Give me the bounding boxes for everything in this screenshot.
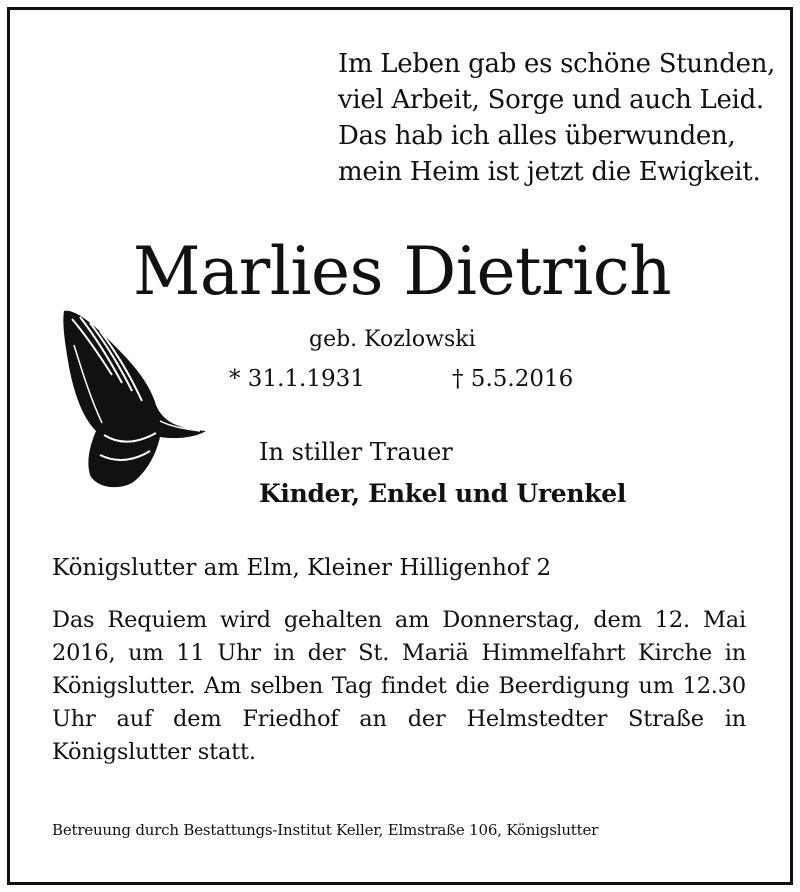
praying-hands-icon [60,305,210,490]
poem-line: Das hab ich alles überwunden, [338,121,736,151]
birth-date: * 31.1.1931 [229,366,365,392]
requiem-text: Das Requiem wird gehalten am Donnerstag, dem 12. Mai 2016, um 11 Uhr in der St. Mariä Himmelfahrt Kirche in Königslutter. Am selben Tag findet die Beerdigung um 12.30 Uhr auf dem Friedhof an der Helmstedter Straße in Königslutter statt. [52,607,746,765]
poem-line: Im Leben gab es schöne Stunden, [338,49,776,79]
poem [338,46,778,190]
poem-line: mein Heim ist jetzt die Ewigkeit. [338,157,761,187]
funeral-home-note: Betreuung durch Bestattungs-Institut Keller, Elmstraße 106, Königslutter [52,821,599,839]
address: Königslutter am Elm, Kleiner Hilligenhof 2 [52,555,552,581]
poem-line: viel Arbeit, Sorge und auch Leid. [338,85,764,115]
death-date: † 5.5.2016 [452,366,574,392]
maiden-name: geb. Kozlowski [309,327,476,352]
mourners-family: Kinder, Enkel und Urenkel [259,479,627,508]
mourning-intro: In stiller Trauer [259,438,453,466]
deceased-name: Marlies Dietrich [132,233,672,310]
